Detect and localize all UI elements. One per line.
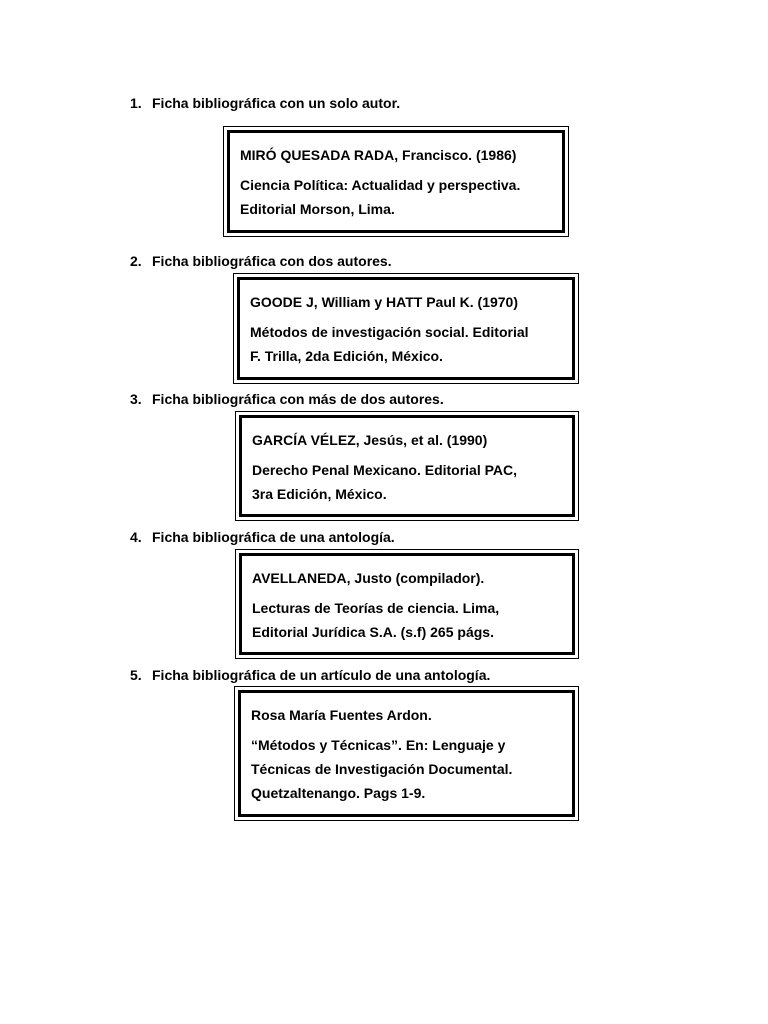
citation-card-inner [237,277,575,380]
citation-card [235,549,579,659]
entry-heading [130,390,444,408]
citation-line: Ciencia Política: Actualidad y perspectiva. [240,177,521,193]
citation-card [234,686,579,821]
citation-card [233,273,579,384]
citation-author: Rosa María Fuentes Ardon. [251,707,432,723]
entry-number: 2. [130,253,142,269]
citation-line: 3ra Edición, México. [252,486,387,502]
citation-card-inner [239,415,575,517]
citation-details [252,458,562,506]
citation-line: Quetzaltenango. Pags 1-9. [251,785,426,801]
entry-number: 1. [130,95,142,111]
citation-card-inner [239,553,575,655]
entry-number: 4. [130,529,142,545]
citation-author: MIRÓ QUESADA RADA, Francisco. (1986) [240,147,517,163]
citation-details [240,173,552,221]
citation-line: Técnicas de Investigación Documental. [251,761,513,777]
entry-heading-text: Ficha bibliográfica con dos autores. [152,253,392,269]
entry-heading-text: Ficha bibliográfica con un solo autor. [152,95,401,111]
citation-line: Métodos de investigación social. Editorial [250,324,529,340]
citation-author: AVELLANEDA, Justo (compilador). [252,570,485,586]
citation-line: Derecho Penal Mexicano. Editorial PAC, [252,462,518,478]
citation-line: Lecturas de Teorías de ciencia. Lima, [252,600,500,616]
entry-heading [130,252,392,270]
entry-heading-text: Ficha bibliográfica de una antología. [152,529,395,545]
citation-details [251,733,562,805]
citation-details [252,596,562,644]
citation-card [223,126,569,237]
citation-line: F. Trilla, 2da Edición, México. [250,348,443,364]
citation-line: “Métodos y Técnicas”. En: Lenguaje y [251,737,506,753]
citation-line: Editorial Morson, Lima. [240,201,395,217]
citation-card-inner [227,130,565,233]
entry-heading-text: Ficha bibliográfica con más de dos autores. [152,391,444,407]
entry-heading [130,94,400,112]
entry-heading-text: Ficha bibliográfica de un artículo de una antología. [152,667,491,683]
citation-details [250,320,562,368]
citation-author: GARCÍA VÉLEZ, Jesús, et al. (1990) [252,432,488,448]
entry-number: 5. [130,667,142,683]
citation-line: Editorial Jurídica S.A. (s.f) 265 págs. [252,624,494,640]
citation-card [235,411,579,521]
citation-card-inner [238,690,575,817]
entry-heading [130,666,490,684]
entry-heading [130,528,395,546]
citation-author: GOODE J, William y HATT Paul K. (1970) [250,294,519,310]
entry-number: 3. [130,391,142,407]
